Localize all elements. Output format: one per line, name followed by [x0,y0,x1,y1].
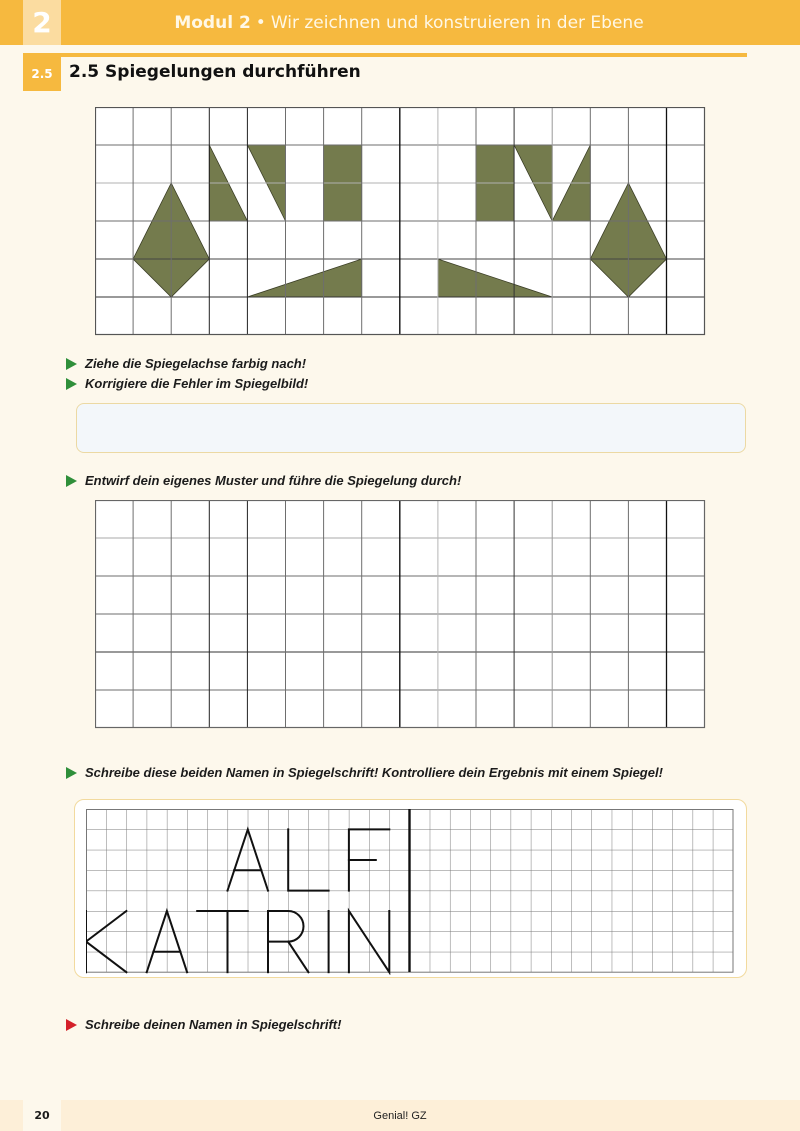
arrow-bullet-icon [66,358,77,370]
instruction-text: Schreibe diese beiden Namen in Spiegelschrift! Kontrolliere dein Ergebnis mit einem Spiegel! [85,765,663,780]
mirror-writing-grid[interactable] [86,809,736,975]
instruction-text: Schreibe deinen Namen in Spiegelschrift! [85,1017,342,1032]
instruction-text: Korrigiere die Fehler im Spiegelbild! [85,376,309,391]
section-badge: 2.5 [23,57,61,91]
footer-book-title: Genial! GZ [373,1109,427,1122]
page-number: 20 [23,1100,61,1131]
instruction-trace-axis [66,356,306,371]
arrow-bullet-icon [66,767,77,779]
instruction-text: Entwirf dein eigenes Muster und führe die Spiegelung durch! [85,473,462,488]
instruction-own-pattern [66,473,461,488]
own-pattern-grid[interactable] [95,500,707,730]
module-title [0,0,800,45]
arrow-bullet-icon [66,378,77,390]
arrow-bullet-icon [66,1019,77,1031]
instruction-correct-errors [66,376,308,391]
instruction-own-name [66,1017,341,1032]
answer-box[interactable] [76,403,746,453]
separator: • [255,12,266,33]
module-name: Wir zeichnen und konstruieren in der Ebene [270,12,644,33]
mirror-shapes-grid[interactable] [95,107,707,337]
section-title: 2.5 Spiegelungen durchführen [69,62,361,82]
instruction-mirror-names [66,765,663,780]
chapter-number: 2 [23,0,61,45]
module-label: Modul 2 [174,12,251,33]
header-rule [23,53,747,57]
instruction-text: Ziehe die Spiegelachse farbig nach! [85,356,307,371]
arrow-bullet-icon [66,475,77,487]
